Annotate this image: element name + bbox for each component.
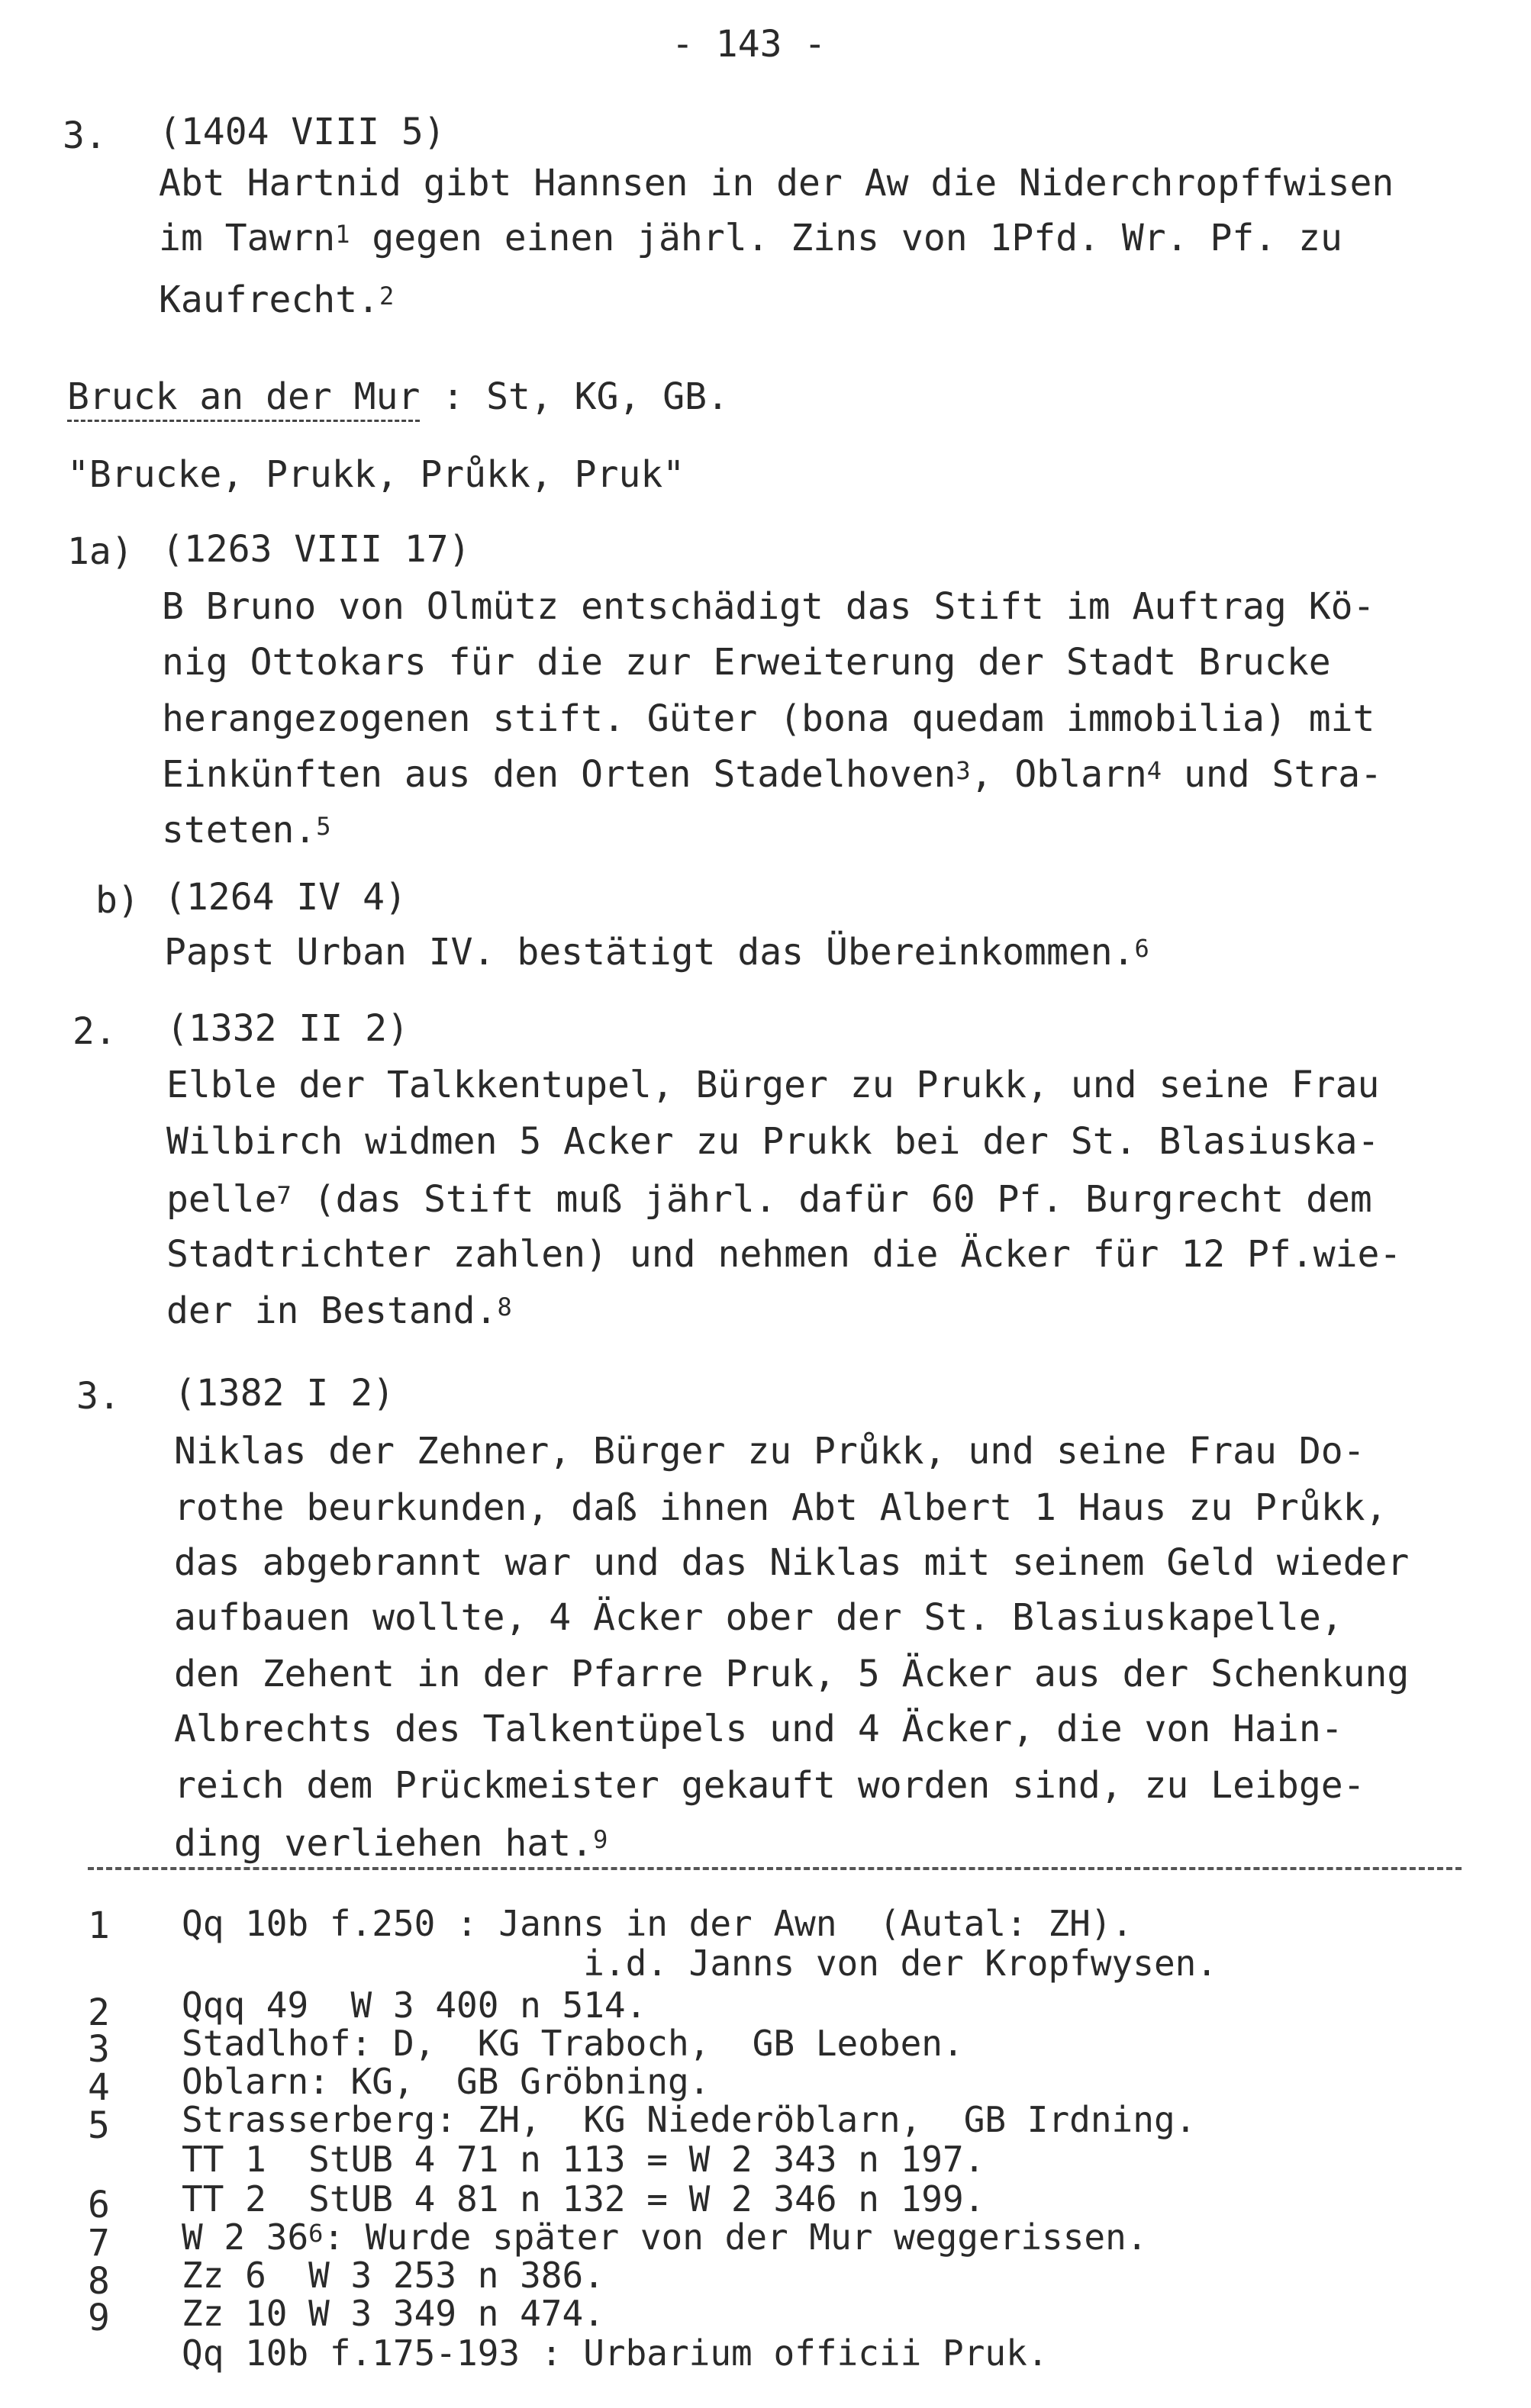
footnote-ref: 6 bbox=[1134, 934, 1149, 963]
entry-number: b) bbox=[95, 879, 140, 922]
footnote-ref: 9 bbox=[593, 1825, 608, 1854]
entry-date: (1332 II 2) bbox=[166, 1007, 409, 1050]
footnote-ref: 8 bbox=[497, 1293, 512, 1322]
entry-line: steten.$^5$ bbox=[162, 809, 331, 851]
entry-line: Albrechts des Talkentüpels und 4 Äcker, die von Hain- bbox=[174, 1708, 1343, 1750]
footnote-number: 9 bbox=[88, 2297, 110, 2339]
entry-line: pelle$^7$ (das Stift muß jährl. dafür 60 Pf. Burgrecht dem bbox=[166, 1178, 1372, 1221]
section-title: Bruck an der Mur bbox=[67, 375, 420, 422]
footnote-ref: 2 bbox=[379, 282, 395, 311]
entry-date: (1263 VIII 17) bbox=[162, 528, 471, 571]
entry-line: den Zehent in der Pfarre Pruk, 5 Äcker aus der Schenkung bbox=[174, 1653, 1410, 1695]
entry-line: Abt Hartnid gibt Hannsen in der Aw die Niderchropffwisen bbox=[159, 162, 1394, 204]
section-heading: Bruck an der Mur : St, KG, GB. bbox=[67, 374, 729, 420]
entry-line: ding verliehen hat.$^9$ bbox=[174, 1822, 608, 1865]
footnote-text: Oblarn: KG, GB Gröbning. bbox=[182, 2061, 711, 2102]
footnote-ref: 3 bbox=[956, 756, 971, 785]
footnote-text: Strasserberg: ZH, KG Niederöblarn, GB Irdning. bbox=[182, 2099, 1197, 2140]
footnote-text: Qqq 49 W 3 400 n 514. bbox=[182, 1985, 647, 2026]
entry-line: herangezogenen stift. Güter (bona quedam immobilia) mit bbox=[162, 697, 1375, 740]
footnote-text: Zz 6 W 3 253 n 386. bbox=[182, 2255, 604, 2296]
footnote-ref: 1 bbox=[335, 220, 350, 249]
entry-line: Wilbirch widmen 5 Acker zu Prukk bei der St. Blasiuska- bbox=[166, 1120, 1380, 1163]
entry-date: (1382 I 2) bbox=[174, 1372, 395, 1415]
footnote-ref: 5 bbox=[316, 812, 331, 841]
footnote-number: 2 bbox=[88, 1991, 110, 2034]
footnote-number: 8 bbox=[88, 2260, 110, 2303]
entry-line: nig Ottokars für die zur Erweiterung der Stadt Brucke bbox=[162, 641, 1331, 684]
footnote-text: Qq 10b f.250 : Janns in der Awn (Autal: ZH). bbox=[182, 1903, 1133, 1944]
footnote-number: 1 bbox=[88, 1904, 110, 1947]
footnote-text: TT 2 StUB 4 81 n 132 = W 2 346 n 199. bbox=[182, 2178, 985, 2220]
footnote-number: 4 bbox=[88, 2066, 110, 2109]
entry-line: rothe beurkunden, daß ihnen Abt Albert 1 Haus zu Průkk, bbox=[174, 1486, 1388, 1529]
footnote-text: Qq 10b f.175-193 : Urbarium officii Pruk. bbox=[182, 2332, 1049, 2374]
footnote-ref: 7 bbox=[276, 1181, 292, 1210]
footnote-number: 5 bbox=[88, 2104, 110, 2147]
footnote-text: W 2 $36^6$: Wurde später von der Mur weggerissen. bbox=[182, 2216, 1148, 2258]
entry-line: im Tawrn$^1$ gegen einen jährl. Zins von 1Pfd. Wr. Pf. zu bbox=[159, 217, 1342, 259]
entry-line: aufbauen wollte, 4 Äcker ober der St. Blasiuskapelle, bbox=[174, 1596, 1343, 1639]
footnote-text: Zz 10 W 3 349 n 474. bbox=[182, 2293, 604, 2334]
entry-line: B Bruno von Olmütz entschädigt das Stift im Auftrag Kö- bbox=[162, 585, 1375, 628]
footnote-ref: 4 bbox=[1146, 756, 1162, 785]
section-names: "Brucke, Prukk, Průkk, Pruk" bbox=[67, 453, 685, 496]
entry-line: das abgebrannt war und das Niklas mit seinem Geld wieder bbox=[174, 1541, 1410, 1584]
entry-line: Niklas der Zehner, Bürger zu Průkk, und seine Frau Do- bbox=[174, 1430, 1365, 1473]
entry-date: (1264 IV 4) bbox=[164, 876, 407, 919]
entry-number: 3. bbox=[63, 114, 107, 157]
entry-line: der in Bestand.$^8$ bbox=[166, 1289, 512, 1332]
entry-number: 1a) bbox=[67, 530, 134, 573]
entry-number: 3. bbox=[76, 1375, 121, 1418]
footnote-text: i.d. Janns von der Kropfwysen. bbox=[182, 1943, 1218, 1984]
page-number: - 143 - bbox=[672, 23, 827, 66]
entry-line: Einkünften aus den Orten Stadelhoven$^3$, Oblarn$^4$ und Stra- bbox=[162, 753, 1383, 796]
footnote-text: TT 1 StUB 4 71 n 113 = W 2 343 n 197. bbox=[182, 2139, 985, 2180]
entry-number: 2. bbox=[73, 1010, 117, 1053]
entry-line: reich dem Prückmeister gekauft worden sind, zu Leibge- bbox=[174, 1764, 1365, 1807]
entry-line: Elble der Talkkentupel, Bürger zu Prukk, und seine Frau bbox=[166, 1064, 1380, 1106]
entry-line: Kaufrecht.$^2$ bbox=[159, 278, 395, 321]
footnote-number: 6 bbox=[88, 2184, 110, 2226]
entry-date: (1404 VIII 5) bbox=[159, 111, 446, 153]
footnote-text: Stadlhof: D, KG Traboch, GB Leoben. bbox=[182, 2023, 964, 2064]
footnote-number: 3 bbox=[88, 2028, 110, 2071]
entry-line: Papst Urban IV. bestätigt das Übereinkommen.$^6$ bbox=[164, 931, 1149, 974]
footnote-separator bbox=[88, 1867, 1462, 1870]
footnote-ref: 6 bbox=[308, 2219, 324, 2248]
footnote-number: 7 bbox=[88, 2222, 110, 2265]
entry-line: Stadtrichter zahlen) und nehmen die Äcker für 12 Pf.wie- bbox=[166, 1233, 1402, 1276]
